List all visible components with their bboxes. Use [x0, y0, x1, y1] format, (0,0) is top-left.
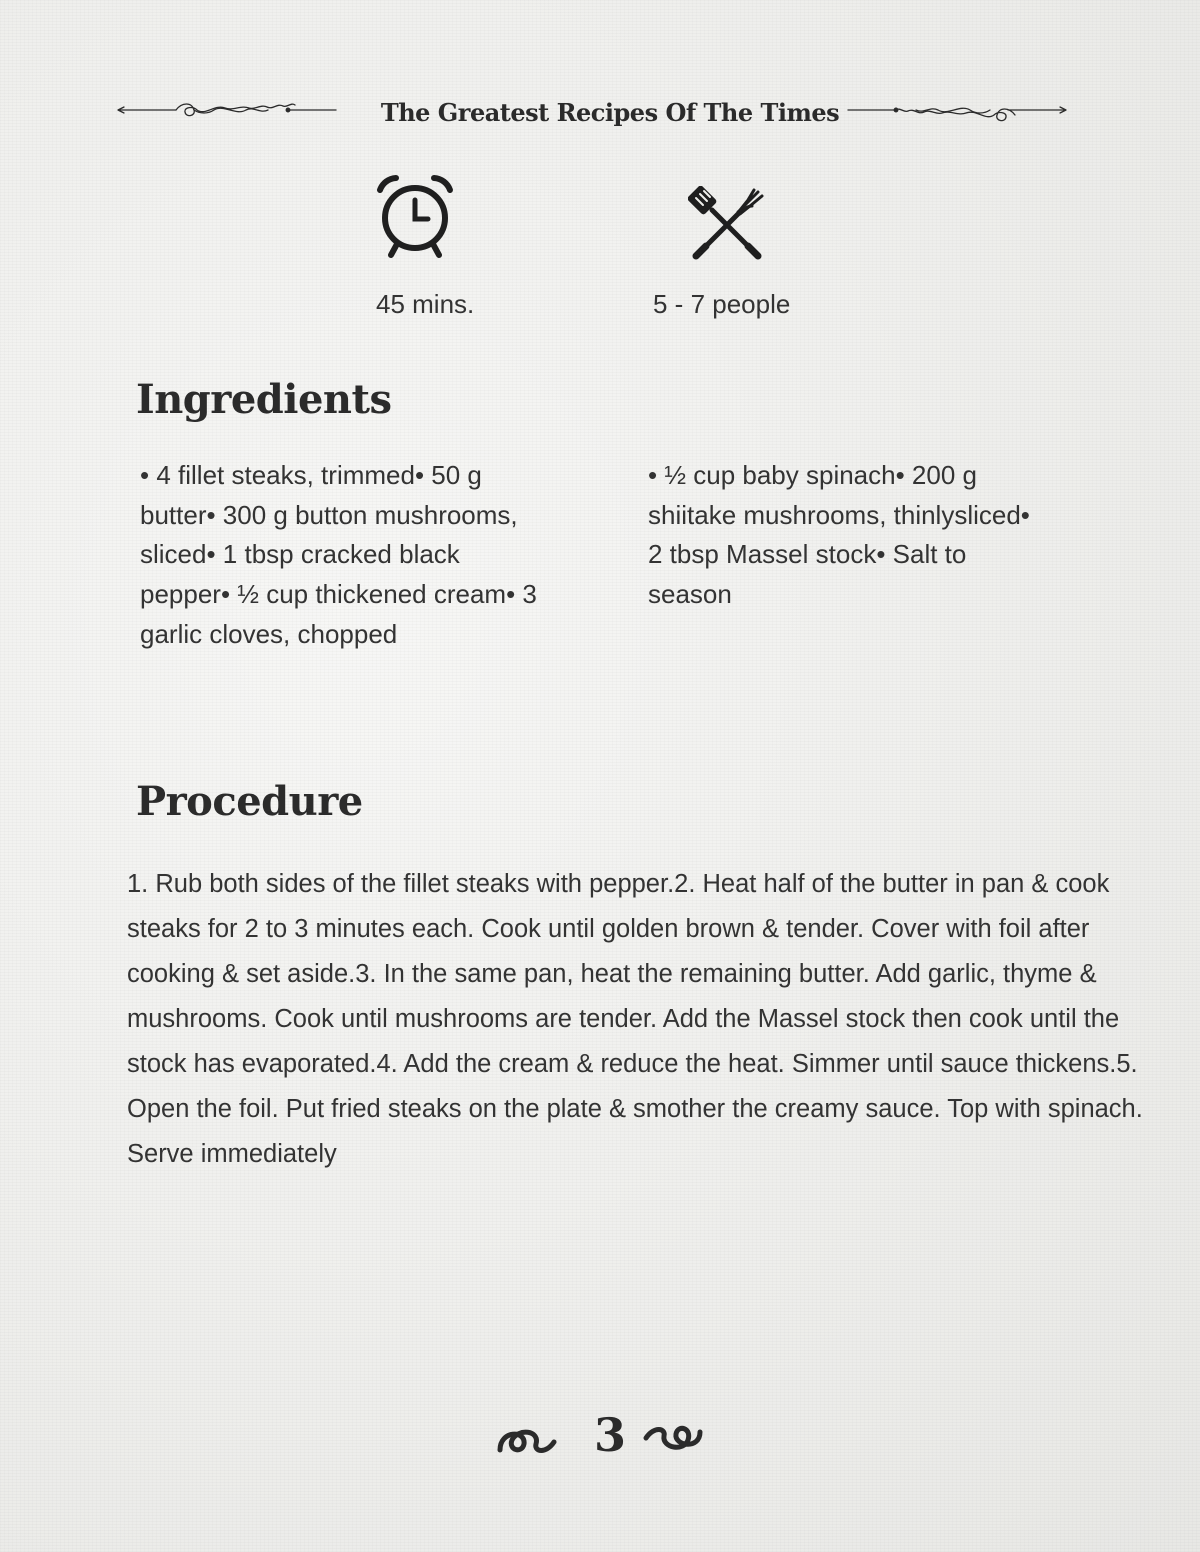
footer-swash-left-icon	[496, 1420, 560, 1460]
ingredients-heading: Ingredients	[136, 376, 392, 423]
cook-time: 45 mins.	[376, 289, 475, 319]
procedure-heading: Procedure	[136, 778, 363, 825]
header-flourish-left-icon	[116, 98, 340, 122]
alarm-clock-icon	[372, 172, 458, 260]
header-title: The Greatest Recipes Of The Times	[380, 98, 840, 127]
header-flourish-right-icon	[844, 98, 1068, 122]
footer-swash-right-icon	[640, 1420, 704, 1460]
page-number: 3	[593, 1408, 626, 1462]
procedure-text: 1. Rub both sides of the fillet steaks with pepper.2. Heat half of the butter in pan & cook steaks for 2 to 3 minutes each. Cook until golden brown & tender. Cover with foil after cooking & set aside.3. In the same pan, heat the remaining butter. Add garlic, thyme & mushrooms. Cook until mushrooms are tender. Add the Massel stock then cook until the stock has evaporated.4. Add the cream & reduce the heat. Simmer until sauce thickens.5. Open the foil. Put fried steaks on the plate & smother the creamy sauce. Top with spinach. Serve immediately	[127, 870, 1143, 1168]
spatula-fork-icon	[688, 186, 766, 260]
servings: 5 - 7 people	[653, 289, 791, 319]
ingredients-column-2: • ½ cup baby spinach• 200 g shiitake mushrooms, thinlysliced• 2 tbsp Massel stock• Salt to season	[648, 460, 1030, 610]
ingredients-column-1: • 4 fillet steaks, trimmed• 50 g butter• 300 g button mushrooms, sliced• 1 tbsp cracked black pepper• ½ cup thickened cream• 3 garlic cloves, chopped	[140, 460, 537, 649]
